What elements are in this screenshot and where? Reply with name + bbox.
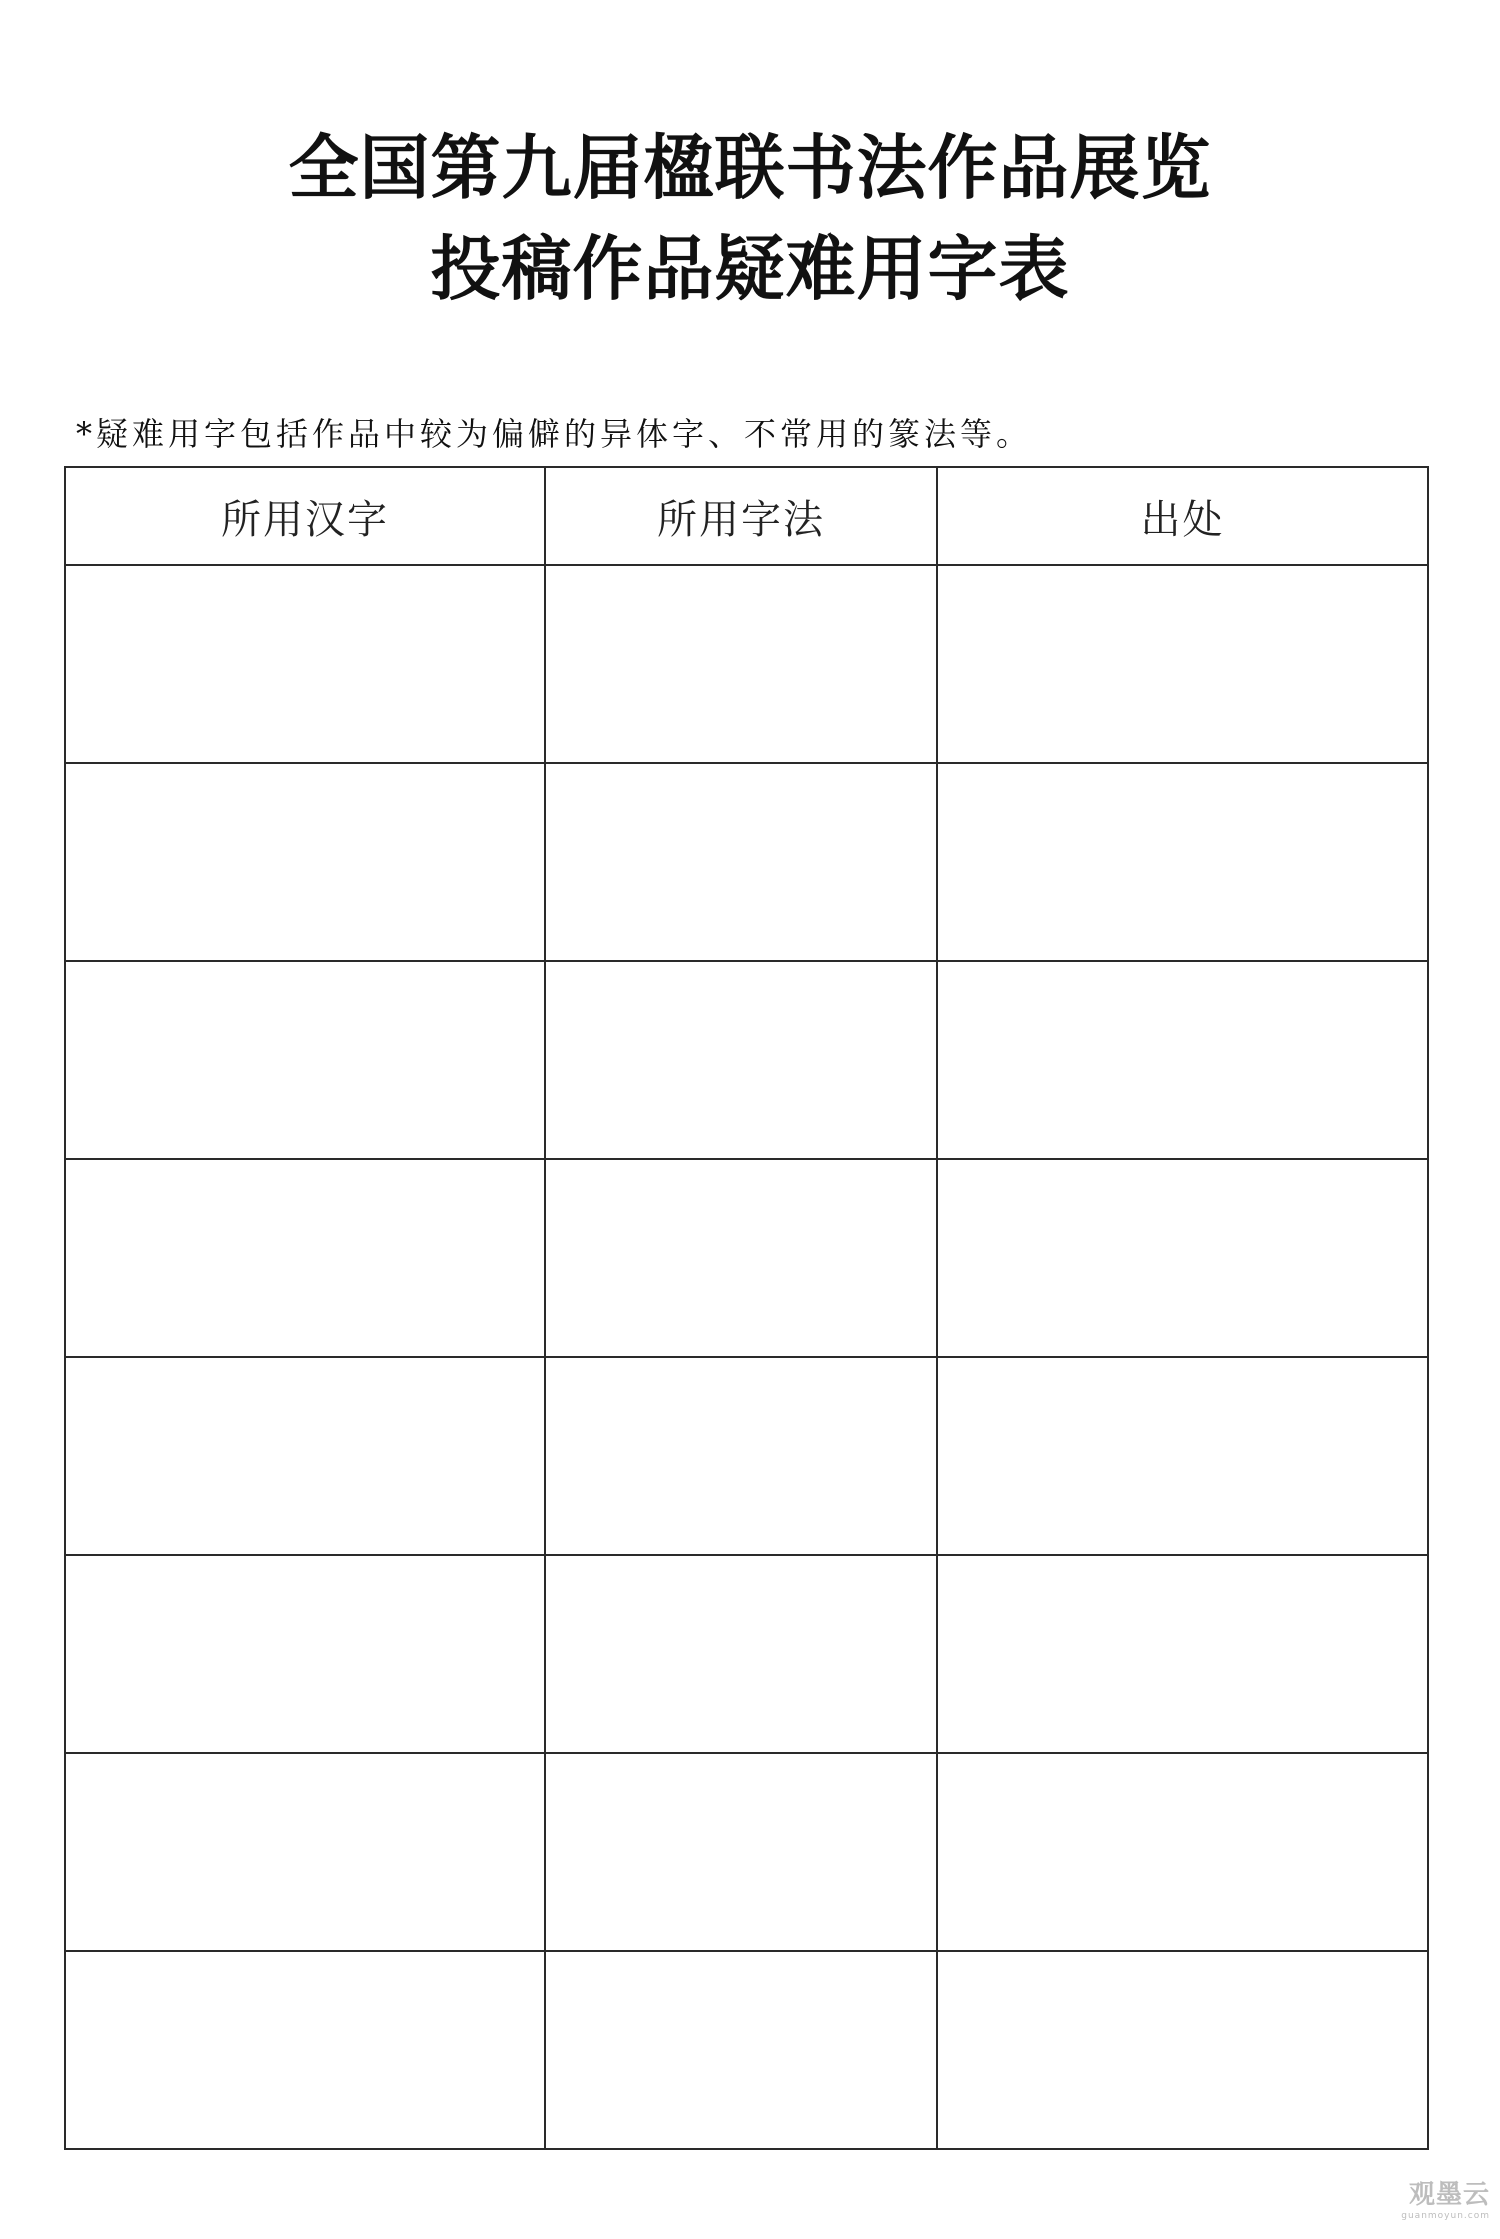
cell-source[interactable] (937, 1951, 1428, 2149)
cell-glyph-form-used[interactable] (545, 961, 937, 1159)
cell-character-used[interactable] (65, 763, 545, 961)
cell-source[interactable] (937, 1555, 1428, 1753)
table-row (65, 565, 1428, 763)
cell-character-used[interactable] (65, 1357, 545, 1555)
footnote-text: *疑难用字包括作品中较为偏僻的异体字、不常用的篆法等。 (76, 415, 1033, 453)
table-row (65, 763, 1428, 961)
cell-source[interactable] (937, 1159, 1428, 1357)
cell-source[interactable] (937, 565, 1428, 763)
cell-character-used[interactable] (65, 1555, 545, 1753)
table-row (65, 961, 1428, 1159)
cell-glyph-form-used[interactable] (545, 1753, 937, 1951)
table-header-row (65, 467, 1428, 565)
header-source: 出处 (937, 467, 1428, 565)
cell-source[interactable] (937, 763, 1428, 961)
cell-character-used[interactable] (65, 961, 545, 1159)
cell-glyph-form-used[interactable] (545, 1951, 937, 2149)
site-watermark (1401, 2174, 1490, 2221)
cell-glyph-form-used[interactable] (545, 763, 937, 961)
cell-glyph-form-used[interactable] (545, 1357, 937, 1555)
cell-source[interactable] (937, 1753, 1428, 1951)
header-glyph-form-used: 所用字法 (545, 467, 937, 565)
cell-glyph-form-used[interactable] (545, 565, 937, 763)
cell-character-used[interactable] (65, 1951, 545, 2149)
header-character-used: 所用汉字 (65, 467, 545, 565)
watermark-logo-text: 观墨云 (1408, 2180, 1490, 2210)
table-row (65, 1951, 1428, 2149)
table-row (65, 1159, 1428, 1357)
cell-source[interactable] (937, 1357, 1428, 1555)
cell-character-used[interactable] (65, 565, 545, 763)
cell-source[interactable] (937, 961, 1428, 1159)
cell-character-used[interactable] (65, 1753, 545, 1951)
table-row (65, 1753, 1428, 1951)
difficult-characters-table (64, 466, 1429, 2150)
document-title-line-2: 投稿作品疑难用字表 (430, 227, 1070, 310)
cell-character-used[interactable] (65, 1159, 545, 1357)
table-row (65, 1357, 1428, 1555)
watermark-domain: guanmoyun.com (1401, 2211, 1490, 2221)
cell-glyph-form-used[interactable] (545, 1555, 937, 1753)
cell-glyph-form-used[interactable] (545, 1159, 937, 1357)
table-row (65, 1555, 1428, 1753)
document-title-line-1: 全国第九届楹联书法作品展览 (288, 126, 1212, 209)
